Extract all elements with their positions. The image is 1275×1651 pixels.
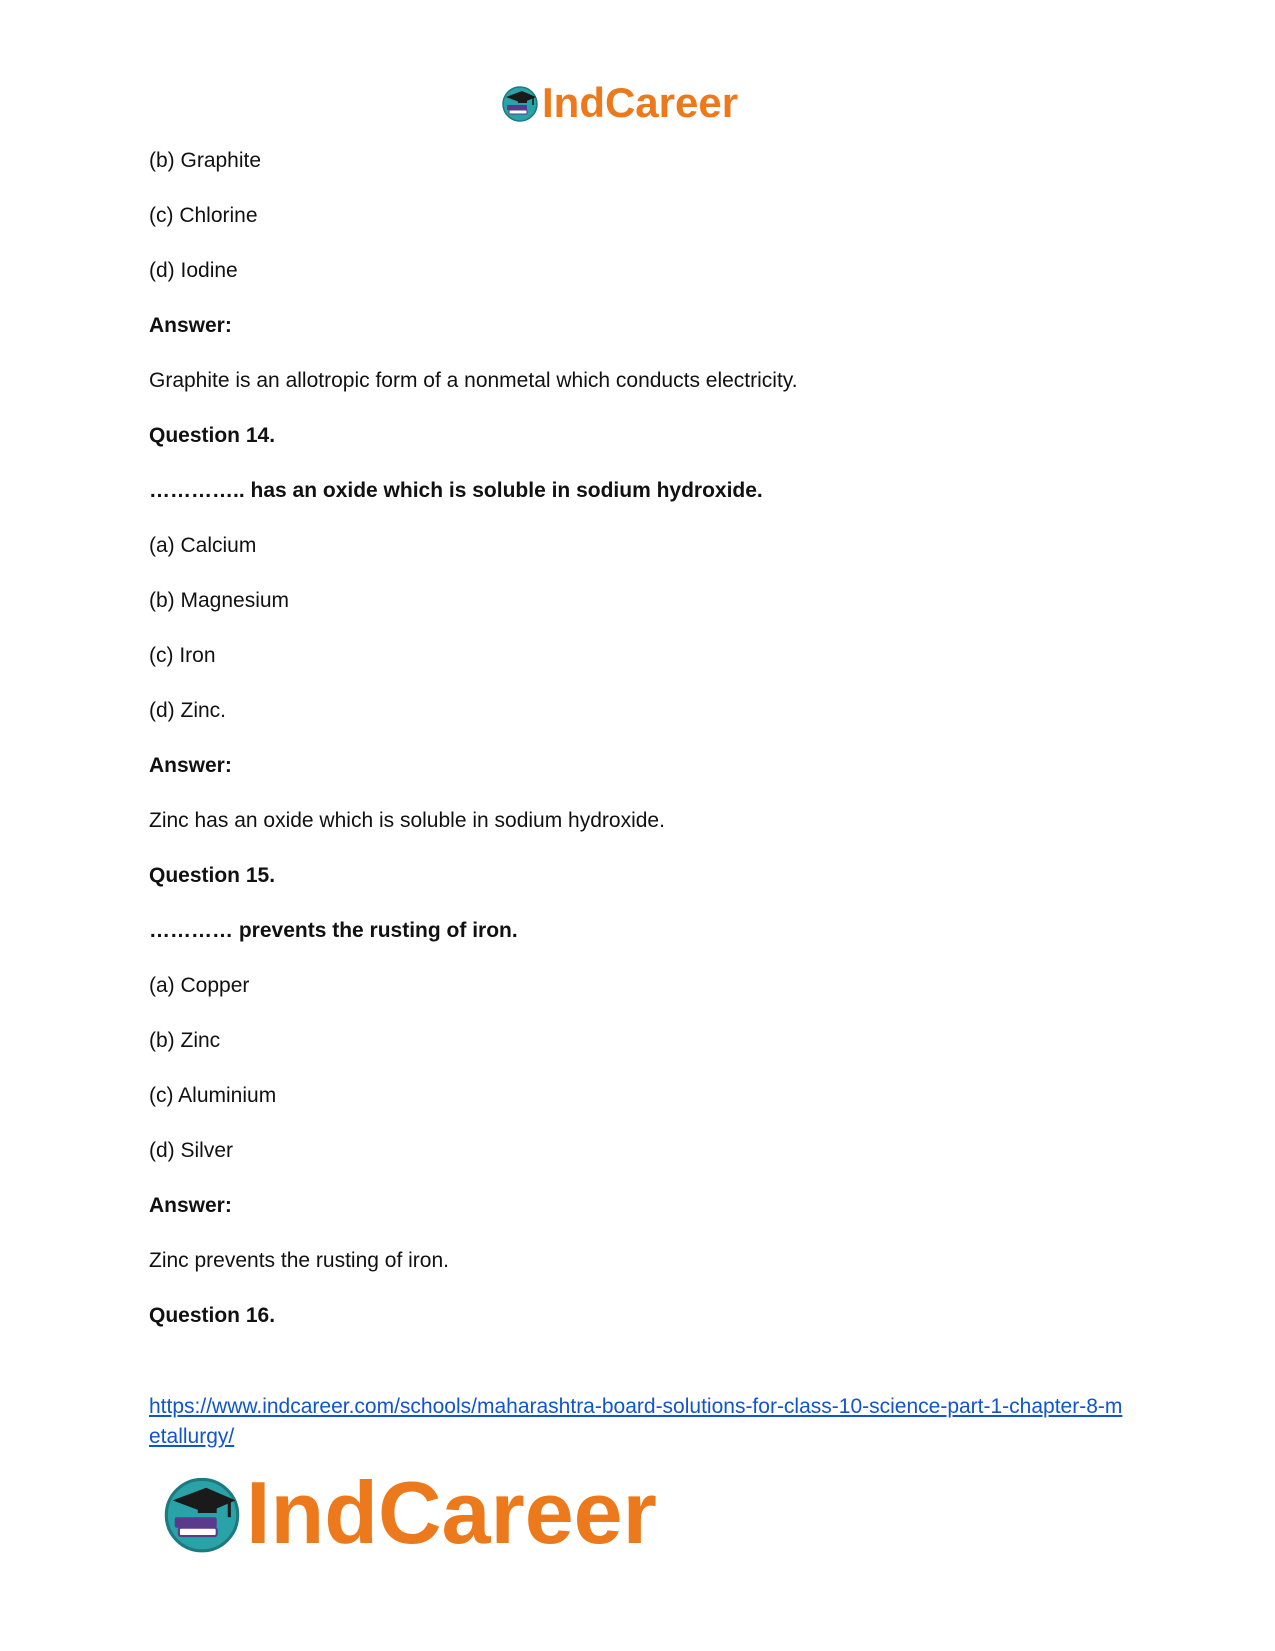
graduation-cap-books-icon xyxy=(160,1471,244,1555)
text-line: (c) Chlorine xyxy=(149,204,258,227)
text-line: (d) Iodine xyxy=(149,259,238,282)
text-line: Zinc has an oxide which is soluble in sodium hydroxide. xyxy=(149,809,665,832)
bold-line: Question 14. xyxy=(149,424,276,447)
text-line: (d) Zinc. xyxy=(149,699,227,722)
text-line: (b) Zinc xyxy=(149,1029,221,1052)
text-line: (b) Graphite xyxy=(149,149,262,172)
graduation-cap-books-icon xyxy=(500,83,540,123)
footer-logo xyxy=(160,1463,657,1562)
text-line: (b) Magnesium xyxy=(149,589,290,612)
text-line: (a) Copper xyxy=(149,974,250,997)
text-line: (c) Aluminium xyxy=(149,1084,277,1107)
document-content xyxy=(149,146,1149,1356)
bold-line: Question 15. xyxy=(149,864,276,887)
text-line: (a) Calcium xyxy=(149,534,257,557)
bold-line: Answer: xyxy=(149,1194,232,1217)
bold-line: Answer: xyxy=(149,314,232,337)
text-line: (c) Iron xyxy=(149,644,216,667)
header-logo xyxy=(500,78,738,128)
bold-line: ………….. has an oxide which is soluble in sodium hydroxide. xyxy=(149,479,763,502)
bold-line: Question 16. xyxy=(149,1304,276,1327)
brand-wordmark: IndCareer xyxy=(542,79,739,126)
text-line: Graphite is an allotropic form of a nonmetal which conducts electricity. xyxy=(149,369,798,392)
source-url-link[interactable]: https://www.indcareer.com/schools/maharashtra-board-solutions-for-class-10-science-part-1-chapter-8-metallurgy/ xyxy=(149,1395,1123,1448)
brand-wordmark: IndCareer xyxy=(246,1463,657,1562)
bold-line: Answer: xyxy=(149,754,232,777)
text-line: (d) Silver xyxy=(149,1139,234,1162)
text-line: Zinc prevents the rusting of iron. xyxy=(149,1249,449,1272)
bold-line: ………… prevents the rusting of iron. xyxy=(149,919,518,942)
